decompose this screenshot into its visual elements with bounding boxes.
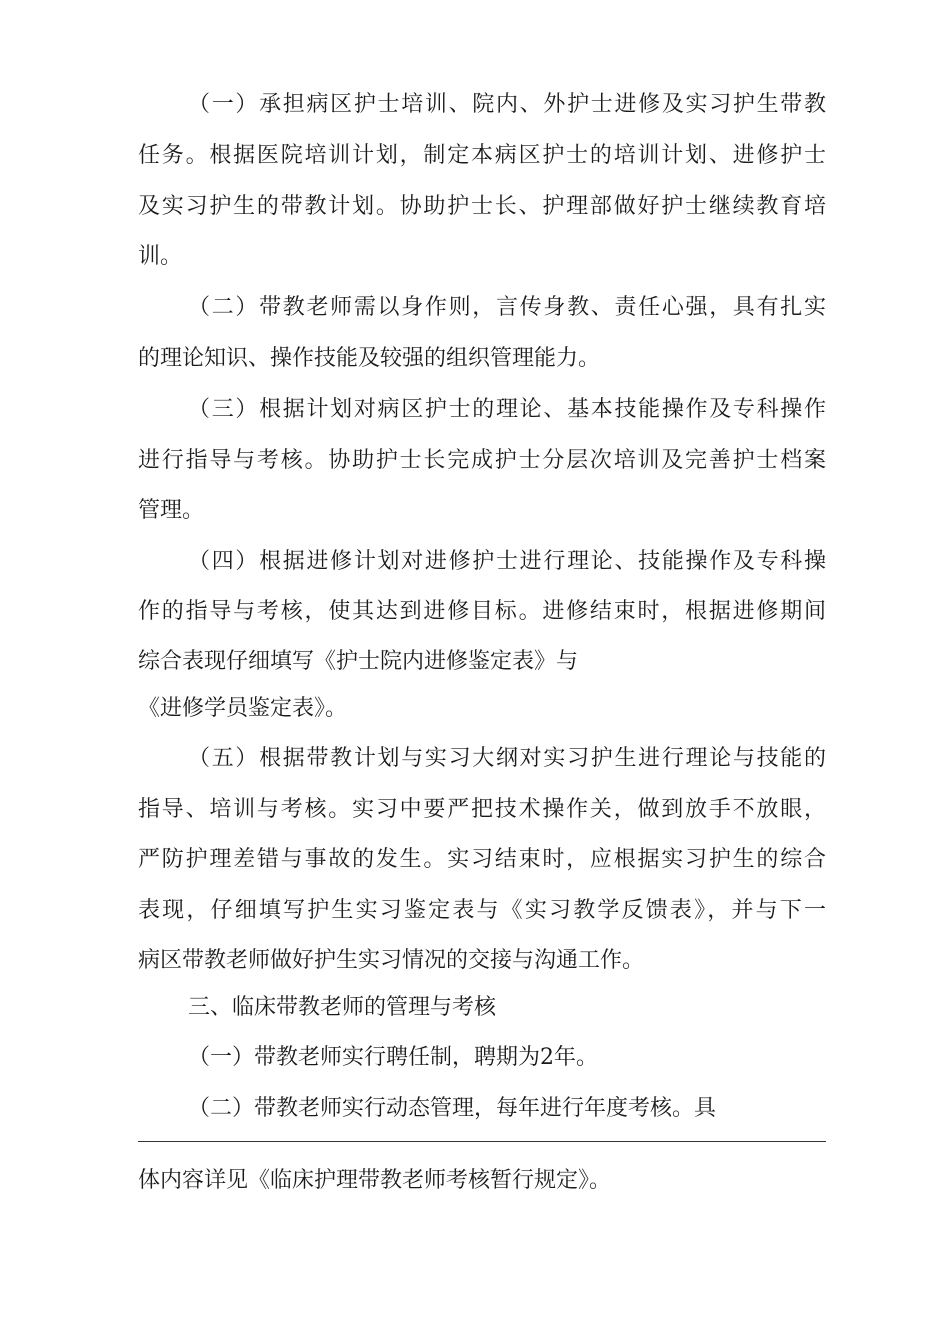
paragraph-1-line-3: 及实习护生的带教计划。协助护士长、护理部做好护士继续教育培 [138,194,826,219]
paragraph-4-line-2: 作的指导与考核，使其达到进修目标。进修结束时，根据进修期间 [138,599,826,624]
paragraph-3-line-1: （三）根据计划对病区护士的理论、基本技能操作及专科操作 [188,397,826,422]
paragraph-3-line-2: 进行指导与考核。协助护士长完成护士分层次培训及完善护士档案 [138,448,826,473]
paragraph-4-line-1: （四）根据进修计划对进修护士进行理论、技能操作及专科操 [188,549,826,574]
paragraph-1-line-1: （一）承担病区护士培训、院内、外护士进修及实习护生带教 [188,92,826,117]
section-heading: 三、临床带教老师的管理与考核 [188,995,497,1020]
paragraph-1-line-4: 训。 [138,244,183,269]
paragraph-5-line-5: 病区带教老师做好护生实习情况的交接与沟通工作。 [138,948,645,973]
paragraph-4-line-4: 《进修学员鉴定表》。 [138,696,348,721]
section-item-1: （一）带教老师实行聘任制，聘期为2年。 [188,1045,598,1070]
paragraph-4-line-3: 综合表现仔细填写《护士院内进修鉴定表》与 [138,649,579,674]
page-divider [138,1141,826,1142]
paragraph-1-line-2: 任务。根据医院培训计划，制定本病区护士的培训计划、进修护士 [138,143,826,168]
paragraph-5-line-3: 严防护理差错与事故的发生。实习结束时，应根据实习护生的综合 [138,847,826,872]
section-item-2-line-2: 体内容详见《临床护理带教老师考核暂行规定》。 [138,1168,612,1193]
paragraph-5-line-2: 指导、培训与考核。实习中要严把技术操作关，做到放手不放眼， [138,797,826,822]
section-item-2-line-1: （二）带教老师实行动态管理，每年进行年度考核。具 [188,1096,717,1121]
paragraph-5-line-1: （五）根据带教计划与实习大纲对实习护生进行理论与技能的 [188,746,826,771]
paragraph-5-line-4: 表现，仔细填写护生实习鉴定表与《实习教学反馈表》，并与下一 [138,898,826,923]
paragraph-2-line-2: 的理论知识、操作技能及较强的组织管理能力。 [138,346,601,371]
paragraph-2-line-1: （二）带教老师需以身作则，言传身教、责任心强，具有扎实 [188,295,826,320]
paragraph-3-line-3: 管理。 [138,498,205,523]
